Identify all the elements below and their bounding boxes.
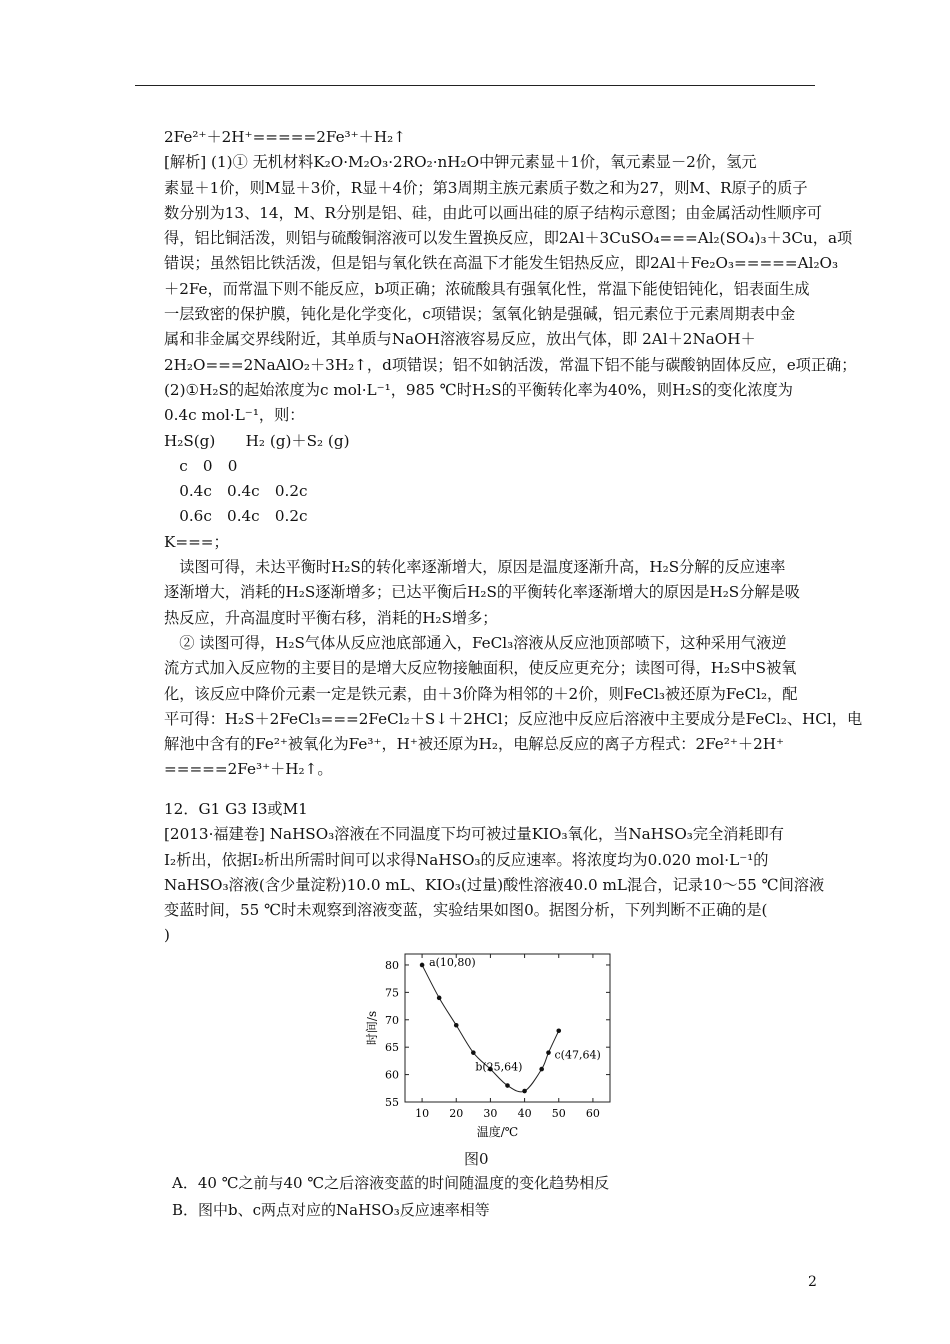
equation-line: c 0 0	[164, 456, 238, 475]
equation-line: 0.6c 0.4c 0.2c	[164, 507, 308, 526]
data-point	[454, 1023, 459, 1028]
text-line: 2H₂O===2NaAlO₂＋3H₂↑，d项错误；铝不如钠活泼，常温下铝不能与碳酸钠固体反应，e项正确；	[164, 355, 857, 374]
y-tick-label: 70	[385, 1013, 399, 1027]
page-number: 2	[808, 1274, 817, 1290]
text-line: 流方式加入反应物的主要目的是增大反应物接触面积，使反应更充分；读图可得，H₂S中S被氧	[164, 659, 797, 678]
data-point	[437, 996, 442, 1001]
text-line: 0.4c mol·L⁻¹，则：	[164, 406, 305, 425]
text-line: 热反应，升高温度时平衡右移，消耗的H₂S增多；	[164, 608, 498, 627]
option-a[interactable]: A．40 ℃之前与40 ℃之后溶液变蓝的时间随温度的变化趋势相反	[172, 1174, 610, 1192]
text-line: 得，铝比铜活泼，则铝与硫酸铜溶液可以发生置换反应，即2Al＋3CuSO₄===Al₂(SO₄)₃＋3Cu，a项	[164, 229, 853, 248]
equation-line: K===；	[164, 532, 229, 551]
x-tick-label: 40	[517, 1107, 532, 1120]
x-tick-label: 60	[585, 1107, 600, 1120]
x-tick-label: 10	[415, 1107, 430, 1120]
y-axis-label: 时间/s	[365, 1010, 379, 1046]
text-line: [解析] (1)① 无机材料K₂O·M₂O₃·2RO₂·nH₂O中钾元素显＋1价，氧元素显－2价，氢元	[164, 153, 757, 172]
text-line: 逐渐增大，消耗的H₂S逐渐增多；已达平衡后H₂S的平衡转化率逐渐增大的原因是H₂S分解是吸	[164, 583, 800, 602]
y-tick-label: 75	[385, 986, 399, 1000]
question-line: I₂析出，依据I₂析出所需时间可以求得NaHSO₃的反应速率。将浓度均为0.020 mol·L⁻¹的	[164, 850, 769, 869]
question-line: 变蓝时间，55 ℃时未观察到溶液变蓝，实验结果如图0。据图分析，下列判断不正确的是(	[164, 901, 768, 920]
x-tick-label: 50	[551, 1107, 566, 1120]
time-vs-temperature-chart	[360, 942, 622, 1142]
x-tick-label: 30	[483, 1107, 498, 1120]
question-line: [2013·福建卷] NaHSO₃溶液在不同温度下均可被过量KIO₃氧化，当NaHSO₃完全消耗即有	[164, 825, 784, 844]
equation-line: 0.4c 0.4c 0.2c	[164, 482, 308, 501]
data-point	[505, 1083, 510, 1088]
text-line: (2)①H₂S的起始浓度为c mol·L⁻¹，985 ℃时H₂S的平衡转化率为40%，则H₂S的变化浓度为	[164, 380, 793, 399]
x-axis-label: 温度/℃	[476, 1125, 519, 1139]
question-line: )	[164, 926, 170, 945]
text-line: 数分别为13、14，M、R分别是铝、硅，由此可以画出硅的原子结构示意图；由金属活动性顺序可	[164, 203, 822, 222]
text-line: 平可得：H₂S＋2FeCl₃===2FeCl₂＋S↓＋2HCl；反应池中反应后溶液中主要成分是FeCl₂、HCl，电	[164, 709, 863, 728]
text-line: ＋2Fe，而常温下则不能反应，b项正确；浓硫酸具有强氧化性，常温下能使铝钝化，铝表面生成	[164, 279, 810, 298]
text-line: 读图可得，未达平衡时H₂S的转化率逐渐增大，原因是温度逐渐升高，H₂S分解的反应速率	[164, 558, 786, 577]
data-point	[539, 1067, 544, 1072]
y-tick-label: 65	[385, 1041, 399, 1055]
annotation-a: a(10,80)	[429, 955, 476, 969]
text-line: 错误；虽然铝比铁活泼，但是铝与氧化铁在高温下才能发生铝热反应，即2Al＋Fe₂O₃=====Al₂O₃	[164, 254, 839, 273]
y-tick-label: 55	[385, 1096, 399, 1109]
text-line: 一层致密的保护膜，钝化是化学变化，c项错误；氢氧化钠是强碱，铝元素位于元素周期表中金	[164, 305, 796, 324]
y-tick-label: 60	[385, 1068, 399, 1082]
text-line: =====2Fe³⁺＋H₂↑。	[164, 760, 333, 779]
text-line: 2Fe²⁺＋2H⁺=====2Fe³⁺＋H₂↑	[164, 128, 406, 146]
answer-options	[172, 1170, 609, 1224]
y-tick-label: 80	[385, 958, 399, 972]
text-line: 化，该反应中降价元素一定是铁元素，由＋3价降为相邻的＋2价，则FeCl₃被还原为FeCl₂，配	[164, 684, 798, 703]
data-point	[522, 1089, 527, 1094]
text-line: 解池中含有的Fe²⁺被氧化为Fe³⁺，H⁺被还原为H₂，电解总反应的离子方程式：2Fe²⁺＋2H⁺	[164, 735, 785, 754]
data-point	[546, 1050, 551, 1055]
annotation-b: b(25,64)	[475, 1060, 523, 1074]
text-line: 属和非金属交界线附近，其单质与NaOH溶液容易反应，放出气体，即 2Al＋2NaOH＋	[164, 330, 756, 349]
question-block	[164, 797, 825, 949]
annotation-c: c(47,64)	[554, 1048, 601, 1062]
x-tick-label: 20	[449, 1107, 464, 1120]
header-rule	[135, 85, 815, 86]
equation-line: H₂S(g) H₂ (g)＋S₂ (g)	[164, 431, 350, 450]
data-point	[471, 1050, 476, 1055]
plot-frame	[405, 954, 610, 1102]
text-line: ② 读图可得，H₂S气体从反应池底部通入，FeCl₃溶液从反应池顶部喷下，这种采用气液逆	[164, 633, 787, 652]
text-line: 素显＋1价，则M显＋3价，R显＋4价；第3周期主族元素质子数之和为27，则M、R原子的质子	[164, 178, 808, 197]
question-line: NaHSO₃溶液(含少量淀粉)10.0 mL、KIO₃(过量)酸性溶液40.0 mL混合，记录10～55 ℃间溶液	[164, 875, 825, 894]
data-point	[420, 963, 425, 968]
question-header: 12．G1 G3 I3或M1	[164, 800, 308, 818]
option-b[interactable]: B．图中b、c两点对应的NaHSO₃反应速率相等	[172, 1201, 490, 1219]
figure-caption: 图0	[464, 1150, 489, 1168]
analysis-block	[164, 125, 863, 783]
data-point	[556, 1028, 561, 1033]
